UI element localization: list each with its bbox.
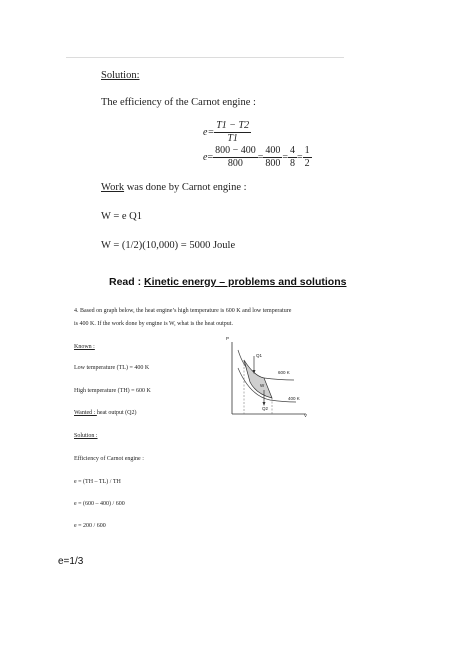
low-temperature: Low temperature (TL) = 400 K: [74, 365, 150, 371]
efficiency-formula: [203, 121, 312, 169]
efficiency-eq-1: e = (TH – TL) / TH: [74, 479, 121, 485]
kinetic-energy-link[interactable]: Kinetic energy – problems and solutions: [144, 276, 347, 288]
400k-label: 400 K: [288, 396, 300, 401]
fraction-4: $\frac{1}{2}$: [304, 145, 310, 169]
efficiency-intro: The efficiency of the Carnot engine :: [101, 97, 256, 108]
efficiency-label: Efficiency of Carnot engine :: [74, 456, 144, 462]
known-label: Known :: [74, 344, 95, 350]
q2-label: Q2: [262, 406, 269, 411]
problem-statement-line-1: 4. Based on graph below, the heat engine’s high temperature is 600 K and low temperature: [74, 308, 292, 314]
wanted: Wanted : heat output (Q2): [74, 410, 137, 416]
fraction-1: $\frac{800 - 400}{800}$: [215, 145, 256, 169]
fraction-t1-t2: $\frac{T1 - T2}{T1}$: [216, 120, 250, 144]
p-axis-label: P: [226, 336, 230, 341]
efficiency-eq-2: e = (600 – 400) / 600: [74, 501, 125, 507]
problem-panel: [66, 302, 312, 532]
high-temperature: High temperature (TH) = 600 K: [74, 388, 151, 394]
solution-heading: Solution:: [101, 70, 140, 81]
efficiency-eq-3: e = 200 / 600: [74, 523, 106, 529]
work-calculation: W = (1/2)(10,000) = 5000 Joule: [101, 240, 236, 251]
q1-label: Q1: [256, 353, 263, 358]
fraction-3: $\frac{4}{8}$: [290, 145, 296, 169]
v-axis-label: V: [304, 413, 308, 418]
work-equation: W = e Q1: [101, 211, 143, 222]
formula-line-2: e = $\frac{800 - 400}{800}$ = $\frac{400}{800}$ = $\frac{4}{8}$ = $\frac{1}{2}$: [203, 145, 310, 169]
work-intro: Work was done by Carnot engine :: [101, 182, 247, 193]
problem-statement-line-2: is 400 K. If the work done by engine is W, what is the heat output.: [74, 321, 233, 327]
fraction-2: $\frac{400}{800}$: [265, 145, 281, 169]
formula-line-1: e = $\frac{T1 - T2}{T1}$: [203, 120, 250, 144]
top-divider: [66, 57, 344, 58]
final-answer: e=1/3: [58, 556, 84, 567]
w-label: W: [260, 383, 265, 388]
solution-label-2: Solution :: [74, 433, 98, 439]
read-also: Read : Kinetic energy – problems and solutions: [109, 276, 347, 288]
600k-label: 600 K: [278, 370, 290, 375]
